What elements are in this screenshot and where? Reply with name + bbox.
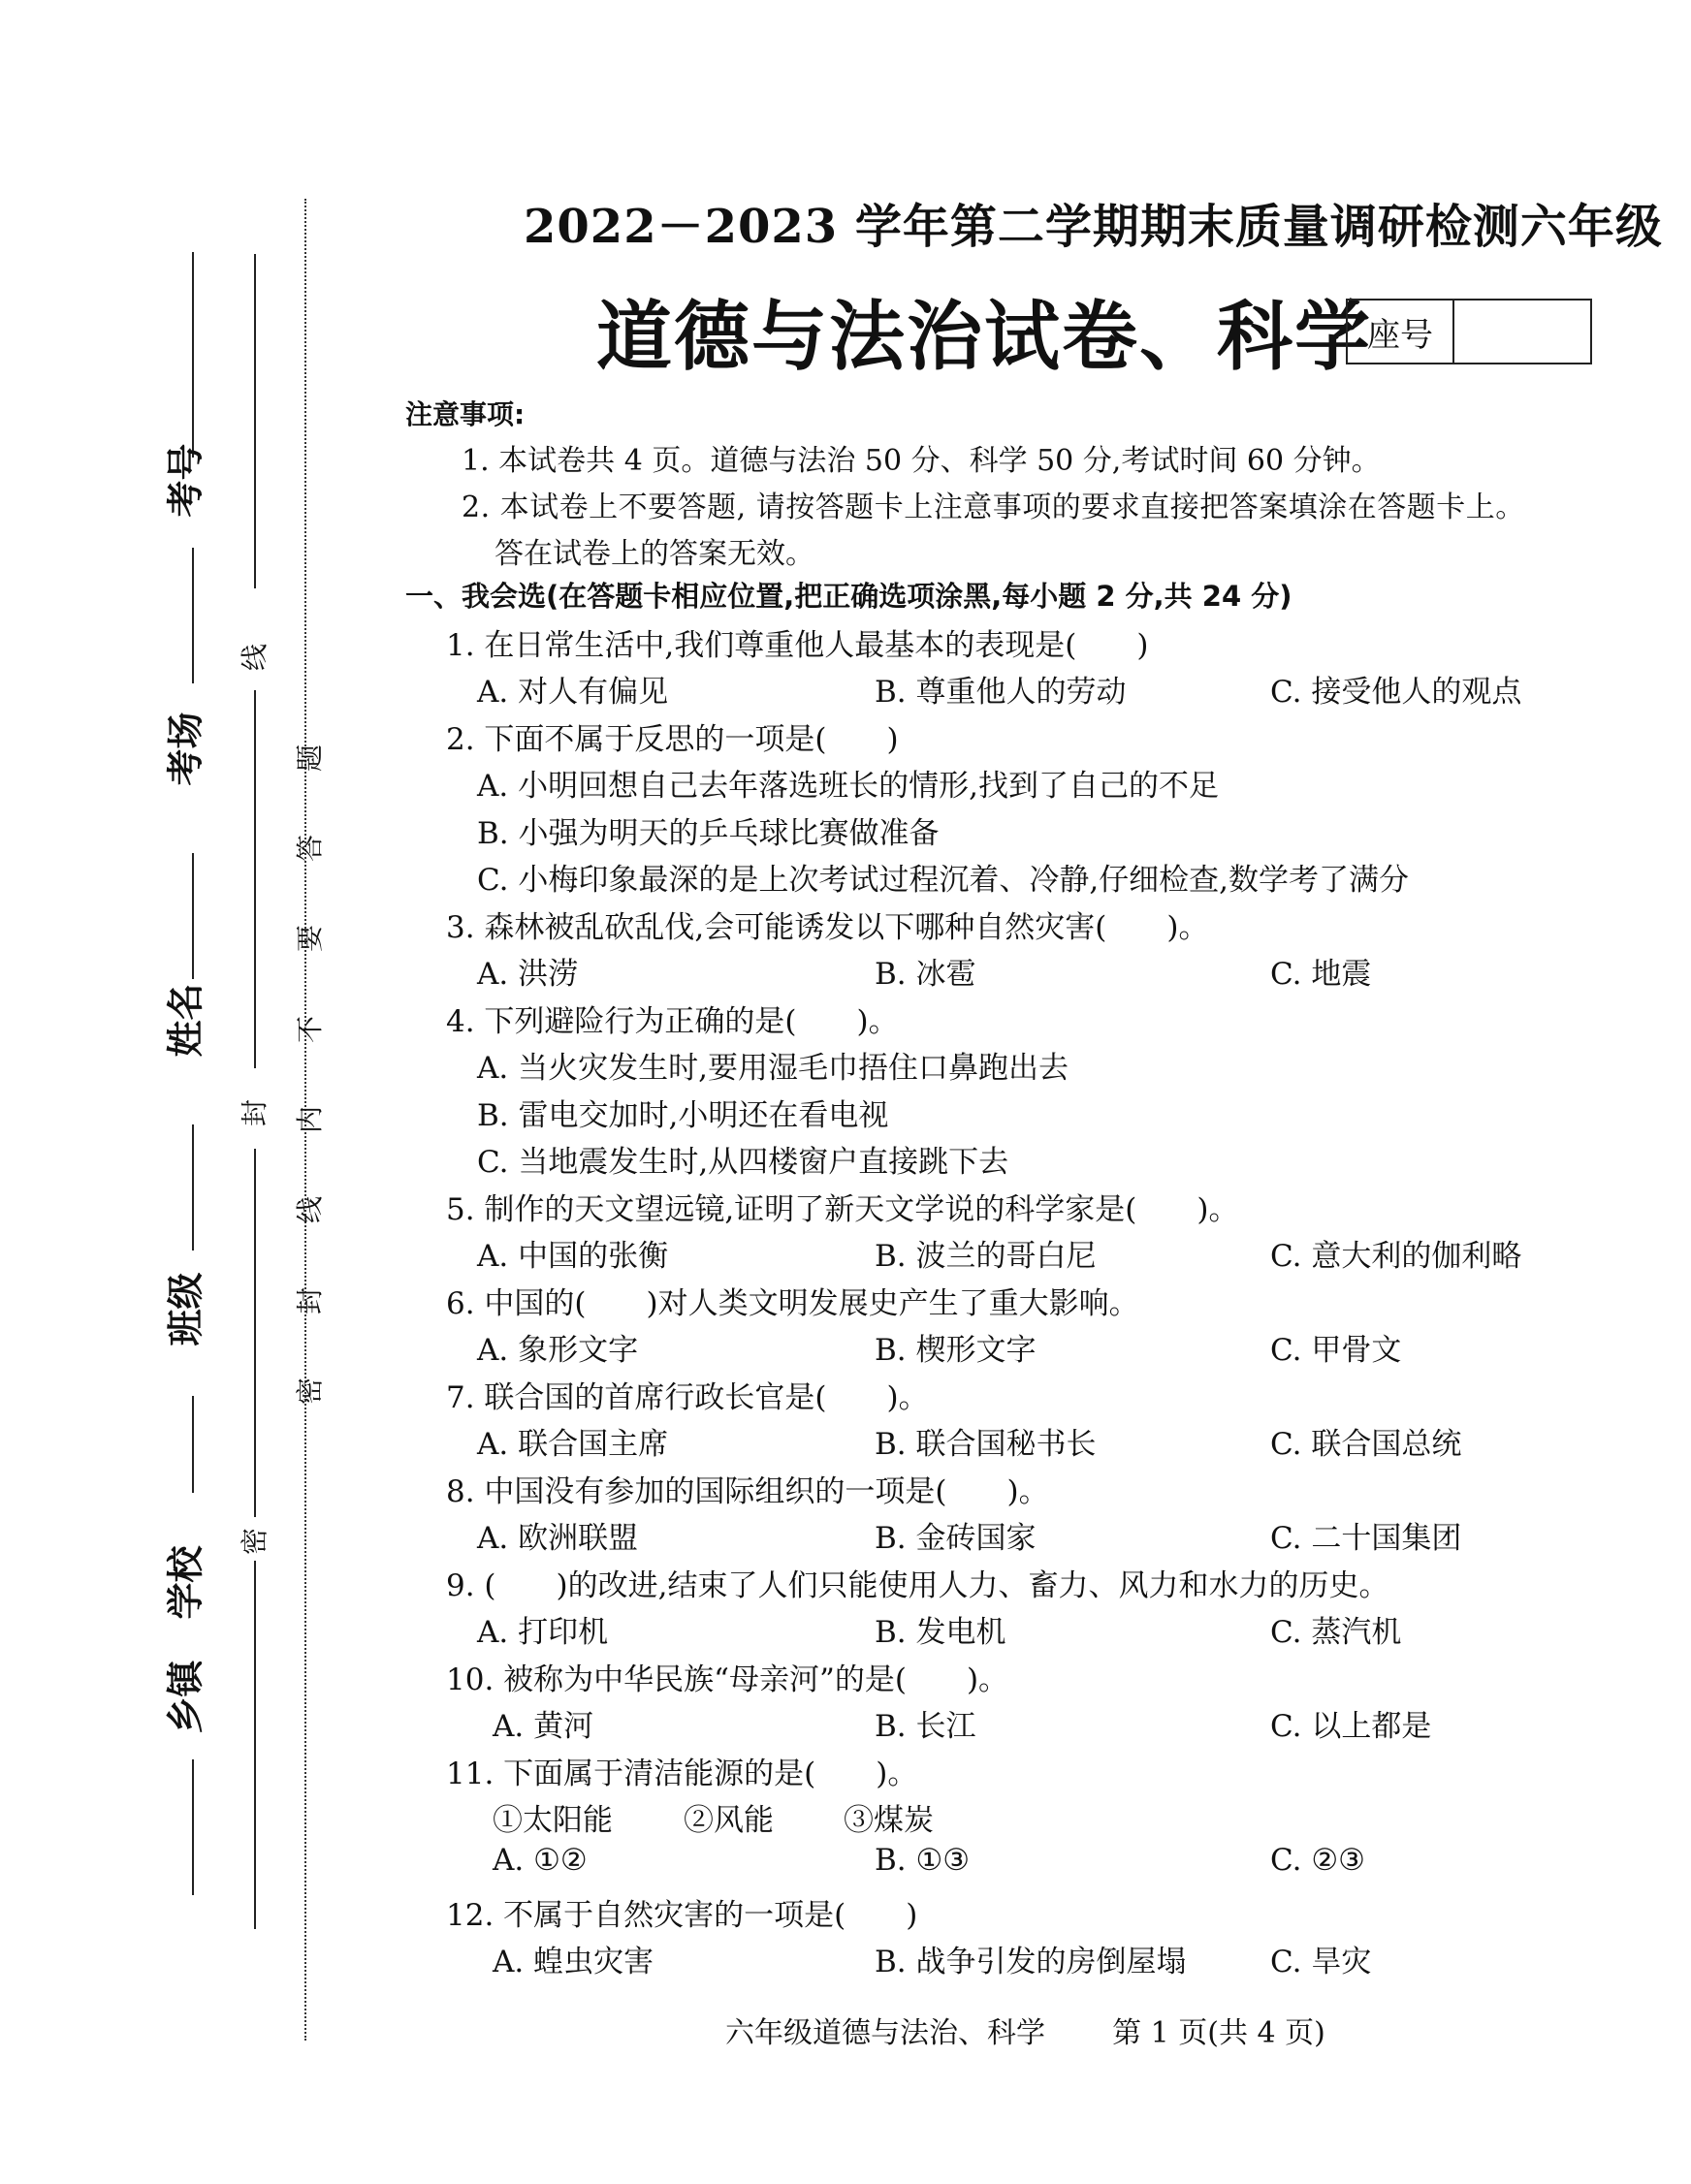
option-b[interactable]: B. ①③ (875, 1843, 971, 1878)
question-stem: 1. 在日常生活中,我们尊重他人最基本的表现是( ) (446, 628, 1149, 663)
exam-title-line2: 道德与法治试卷、科学 (596, 293, 1373, 381)
school-label: 学校 (164, 1545, 207, 1620)
inner-seal-line (254, 690, 256, 1068)
notice-item: 1. 本试卷共 4 页。道德与法治 50 分、科学 50 分,考试时间 60 分钟。 (462, 444, 1381, 478)
inner-seal-line (254, 254, 256, 588)
question-stem: 10. 被称为中华民族“母亲河”的是( )。 (446, 1662, 1009, 1697)
option-c[interactable]: C. 小梅印象最深的是上次考试过程沉着、冷静,仔细检查,数学考了满分 (477, 863, 1410, 898)
question-stem: 3. 森林被乱砍乱伐,会可能诱发以下哪种自然灾害( )。 (446, 910, 1209, 945)
option-b[interactable]: B. 冰雹 (875, 957, 976, 992)
seat-number-field[interactable] (1454, 301, 1590, 363)
notice-item: 答在试卷上的答案无效。 (495, 537, 814, 571)
seat-number-box (1346, 299, 1592, 364)
option-c[interactable]: C. 甲骨文 (1270, 1333, 1402, 1368)
option-a[interactable]: A. 蝗虫灾害 (493, 1945, 654, 1979)
school-blank[interactable] (192, 1396, 194, 1493)
notice-item: 2. 本试卷上不要答题, 请按答题卡上注意事项的要求直接把答案填涂在答题卡上。 (462, 491, 1525, 524)
option-b[interactable]: B. 雷电交加时,小明还在看电视 (477, 1098, 889, 1133)
question-stem: 7. 联合国的首席行政长官是( )。 (446, 1380, 929, 1415)
seal-notice-char: 不 (294, 1015, 327, 1044)
exam-room-blank[interactable] (192, 548, 194, 683)
option-a[interactable]: A. 对人有偏见 (477, 675, 669, 710)
option-b[interactable]: B. 长江 (875, 1709, 976, 1744)
name-label: 姓名 (164, 983, 207, 1058)
option-c[interactable]: C. 联合国总统 (1270, 1427, 1462, 1462)
option-a[interactable]: A. 黄河 (493, 1709, 594, 1744)
town-label: 乡镇 (164, 1660, 207, 1734)
exam-no-label: 考号 (164, 443, 207, 518)
footer-subject: 六年级道德与法治、科学 (725, 2016, 1045, 2050)
seal-notice-char: 线 (294, 1195, 327, 1224)
option-c[interactable]: C. 接受他人的观点 (1270, 675, 1522, 710)
option-c[interactable]: C. 以上都是 (1270, 1709, 1432, 1744)
option-a[interactable]: A. 欧洲联盟 (477, 1521, 639, 1556)
seal-notice-char: 答 (294, 834, 327, 863)
question-stem: 8. 中国没有参加的国际组织的一项是( )。 (446, 1474, 1049, 1509)
sub-item: ③煤炭 (844, 1803, 934, 1838)
sub-item: ①太阳能 (493, 1803, 613, 1838)
question-stem: 11. 下面属于清洁能源的是( )。 (446, 1757, 918, 1791)
option-a[interactable]: A. 中国的张衡 (477, 1239, 669, 1274)
option-a[interactable]: A. 小明回想自己去年落选班长的情形,找到了自己的不足 (477, 769, 1219, 804)
option-b[interactable]: B. 楔形文字 (875, 1333, 1037, 1368)
option-a[interactable]: A. 当火灾发生时,要用湿毛巾捂住口鼻跑出去 (477, 1051, 1069, 1086)
option-c[interactable]: C. ②③ (1270, 1843, 1365, 1878)
option-b[interactable]: B. 战争引发的房倒屋塌 (875, 1945, 1187, 1979)
option-a[interactable]: A. ①② (493, 1843, 588, 1878)
class-label: 班级 (164, 1272, 207, 1346)
name-blank[interactable] (192, 853, 194, 979)
inner-seal-line (254, 1561, 256, 1929)
footer-page-number: 第 1 页(共 4 页) (1112, 2016, 1325, 2050)
option-c[interactable]: C. 地震 (1270, 957, 1372, 992)
option-b[interactable]: B. 发电机 (875, 1615, 1006, 1650)
class-blank[interactable] (192, 1124, 194, 1250)
seal-char-mi: 密 (239, 1527, 271, 1556)
exam-room-label: 考场 (164, 712, 207, 786)
seal-char-feng: 封 (239, 1098, 271, 1127)
option-c[interactable]: C. 二十国集团 (1270, 1521, 1462, 1556)
page-footer (725, 2009, 1325, 2051)
option-c[interactable]: C. 旱灾 (1270, 1945, 1372, 1979)
option-b[interactable]: B. 小强为明天的乒乓球比赛做准备 (477, 816, 940, 851)
option-c[interactable]: C. 蒸汽机 (1270, 1615, 1402, 1650)
option-a[interactable]: A. 洪涝 (477, 957, 579, 992)
sub-item: ②风能 (684, 1803, 774, 1838)
seal-notice-char: 内 (294, 1105, 327, 1134)
section-heading: 一、我会选(在答题卡相应位置,把正确选项涂黑,每小题 2 分,共 24 分) (405, 580, 1292, 613)
exam-title-line1: 2022－2023 学年第二学期期末质量调研检测六年级 (524, 200, 1663, 254)
question-stem: 9. ( )的改进,结束了人们只能使用人力、畜力、风力和水力的历史。 (446, 1568, 1389, 1603)
seal-notice-char: 封 (294, 1286, 327, 1315)
seal-notice-char: 密 (294, 1377, 327, 1406)
seal-notice-char: 要 (294, 924, 327, 953)
option-c[interactable]: C. 意大利的伽利略 (1270, 1239, 1522, 1274)
exam-no-blank[interactable] (192, 252, 194, 458)
option-b[interactable]: B. 金砖国家 (875, 1521, 1037, 1556)
option-b[interactable]: B. 联合国秘书长 (875, 1427, 1097, 1462)
question-stem: 12. 不属于自然灾害的一项是( ) (446, 1898, 918, 1933)
question-stem: 2. 下面不属于反思的一项是( ) (446, 722, 899, 757)
option-a[interactable]: A. 象形文字 (477, 1333, 639, 1368)
question-stem: 6. 中国的( )对人类文明发展史产生了重大影响。 (446, 1286, 1139, 1321)
option-a[interactable]: A. 打印机 (477, 1615, 609, 1650)
seal-char-xian: 线 (239, 643, 271, 672)
notice-heading: 注意事项: (405, 398, 526, 430)
seal-notice-char: 题 (294, 744, 327, 773)
option-a[interactable]: A. 联合国主席 (477, 1427, 669, 1462)
inner-seal-line (254, 1149, 256, 1517)
question-stem: 5. 制作的天文望远镜,证明了新天文学说的科学家是( )。 (446, 1192, 1239, 1227)
option-b[interactable]: B. 波兰的哥白尼 (875, 1239, 1097, 1274)
seat-number-label: 座号 (1348, 301, 1454, 363)
option-b[interactable]: B. 尊重他人的劳动 (875, 675, 1127, 710)
town-blank[interactable] (192, 1759, 194, 1895)
option-c[interactable]: C. 当地震发生时,从四楼窗户直接跳下去 (477, 1145, 1009, 1180)
question-stem: 4. 下列避险行为正确的是( )。 (446, 1004, 899, 1039)
